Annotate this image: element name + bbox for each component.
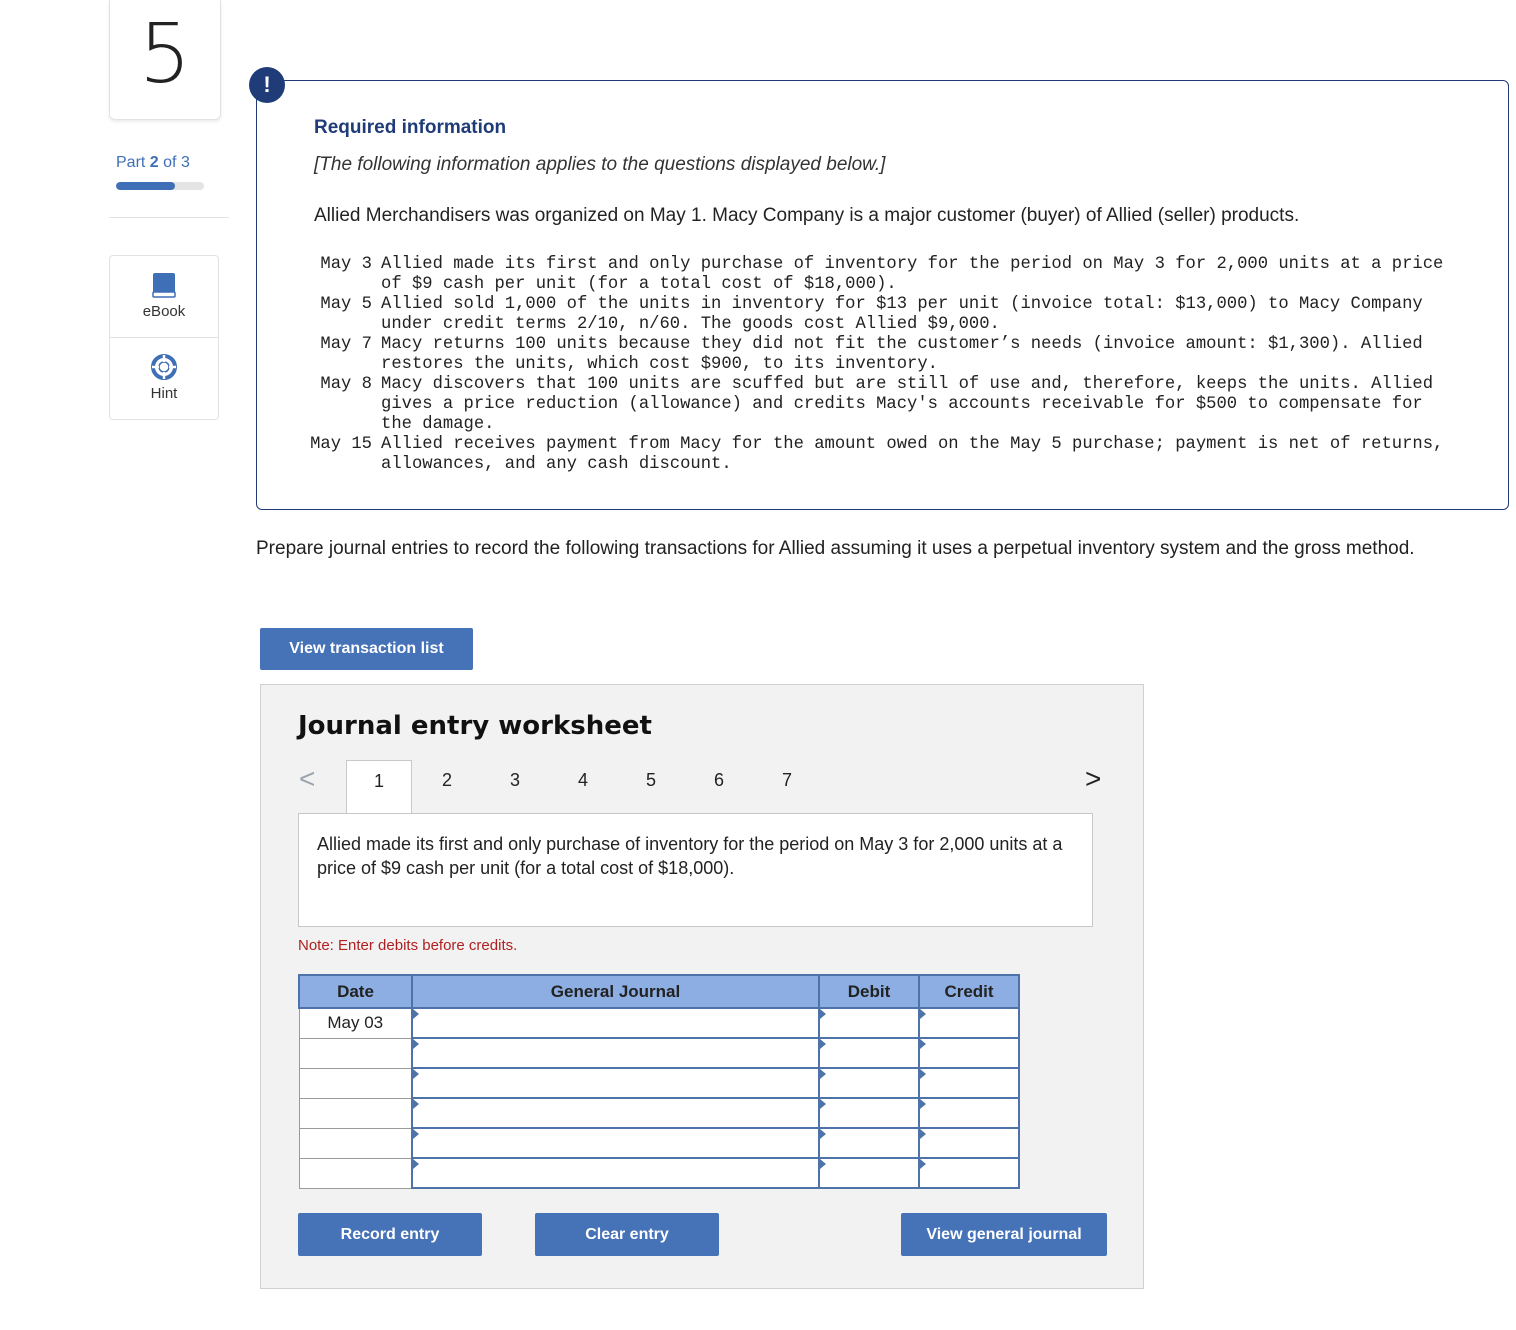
view-transaction-list-button[interactable]: View transaction list — [260, 628, 473, 670]
worksheet-tab-3[interactable]: 3 — [509, 770, 520, 790]
alert-icon: ! — [249, 67, 285, 103]
part-indicator — [116, 154, 190, 172]
date-cell: May 03 — [299, 1008, 412, 1038]
account-input[interactable] — [412, 1098, 819, 1128]
account-input[interactable] — [412, 1158, 819, 1188]
worksheet-tab-6[interactable]: 6 — [713, 770, 724, 790]
account-input[interactable] — [412, 1128, 819, 1158]
part-progress-fill — [116, 182, 175, 190]
debit-input[interactable] — [819, 1038, 919, 1068]
question-number-card — [109, 0, 221, 120]
date-cell — [299, 1128, 412, 1158]
debit-input[interactable] — [819, 1008, 919, 1038]
debit-input[interactable] — [819, 1068, 919, 1098]
credit-input[interactable] — [919, 1128, 1019, 1158]
credit-input[interactable] — [919, 1098, 1019, 1128]
transaction-text: Allied receives payment from Macy for the amount owed on the May 5 purchase; payment is net of returns, allowances, and any cash discount. — [381, 435, 1444, 474]
clear-entry-button[interactable]: Clear entry — [535, 1213, 719, 1256]
credit-column-header: Credit — [919, 975, 1019, 1008]
book-icon — [151, 272, 177, 298]
credit-input[interactable] — [919, 1008, 1019, 1038]
next-arrow-icon[interactable]: > — [1085, 763, 1102, 794]
debit-column-header: Debit — [819, 975, 919, 1008]
worksheet-title: Journal entry worksheet — [298, 711, 652, 741]
transaction-text: Macy returns 100 units because they did not fit the customer’s needs (invoice amount: $1,300). Allied restores the units, which cost $900, to its inventory. — [381, 335, 1423, 374]
worksheet-tab-1[interactable]: 1 — [346, 760, 412, 815]
date-cell — [299, 1098, 412, 1128]
transaction-description: Allied made its first and only purchase of inventory for the period on May 3 for 2,000 units at a price of $9 cash per unit (for a total cost of $18,000). — [298, 813, 1093, 927]
hint-label: Hint — [150, 385, 178, 402]
journal-table-header — [299, 975, 1019, 1008]
worksheet-tab-4[interactable]: 4 — [577, 770, 588, 790]
part-label-text: Part — [116, 154, 146, 171]
transaction-row — [303, 255, 1451, 295]
record-entry-button[interactable]: Record entry — [298, 1213, 482, 1256]
ebook-button[interactable] — [110, 256, 218, 338]
worksheet-tab-7[interactable]: 7 — [781, 770, 792, 790]
required-info-title: Required information — [314, 117, 507, 138]
hint-button[interactable] — [110, 338, 218, 420]
date-cell — [299, 1068, 412, 1098]
ebook-label: eBook — [142, 303, 186, 320]
entry-note: Note: Enter debits before credits. — [298, 937, 518, 954]
instructions-text: Prepare journal entries to record the following transactions for Allied assuming it uses a perpetual inventory system and the gross method. — [256, 538, 1415, 559]
credit-input[interactable] — [919, 1068, 1019, 1098]
part-of-total: of 3 — [163, 154, 190, 171]
table-row — [299, 1038, 1019, 1068]
transaction-list — [303, 255, 1451, 475]
debit-input[interactable] — [819, 1128, 919, 1158]
debit-input[interactable] — [819, 1098, 919, 1128]
date-cell — [299, 1038, 412, 1068]
transaction-row — [303, 375, 1451, 435]
table-row — [299, 1158, 1019, 1188]
part-progress-bar — [116, 182, 204, 190]
transaction-date: May 7 — [320, 335, 372, 354]
transaction-row — [303, 295, 1451, 335]
worksheet-tab-5[interactable]: 5 — [645, 770, 656, 790]
table-row — [299, 1128, 1019, 1158]
view-general-journal-button[interactable]: View general journal — [901, 1213, 1107, 1256]
journal-table — [298, 974, 1020, 1189]
required-info-paragraph: Allied Merchandisers was organized on May 1. Macy Company is a major customer (buyer) of Allied (seller) products. — [314, 205, 1300, 226]
date-column-header: Date — [299, 975, 412, 1008]
question-number: 5 — [138, 7, 192, 102]
required-info-subtitle: [The following information applies to the questions displayed below.] — [314, 154, 886, 175]
debit-input[interactable] — [819, 1158, 919, 1188]
table-row — [299, 1008, 1019, 1038]
transaction-date: May 8 — [320, 375, 372, 394]
table-row — [299, 1068, 1019, 1098]
account-input[interactable] — [412, 1038, 819, 1068]
credit-input[interactable] — [919, 1158, 1019, 1188]
transaction-row — [303, 435, 1451, 475]
credit-input[interactable] — [919, 1038, 1019, 1068]
table-row — [299, 1098, 1019, 1128]
account-input[interactable] — [412, 1008, 819, 1038]
date-cell — [299, 1158, 412, 1188]
transaction-text: Allied sold 1,000 of the units in inventory for $13 per unit (invoice total: $13,000) to Macy Company under credit terms 2/10, n/60. The goods cost Allied $9,000. — [381, 295, 1423, 334]
journal-entry-worksheet — [260, 684, 1144, 1289]
previous-arrow-icon[interactable]: < — [299, 763, 316, 794]
transaction-date: May 15 — [310, 435, 372, 454]
sidebar-divider — [109, 217, 229, 218]
transaction-text: Allied made its first and only purchase of inventory for the period on May 3 for 2,000 units at a price of $9 cash per unit (for a total cost of $18,000). — [381, 255, 1444, 294]
transaction-text: Macy discovers that 100 units are scuffed but are still of use and, therefore, keeps the units. Allied gives a price reduction (allowance) and credits Macy's accounts receivable for $500 to compensate for the damage. — [381, 375, 1434, 434]
part-current: 2 — [149, 154, 159, 171]
general-journal-column-header: General Journal — [412, 975, 819, 1008]
lifebuoy-icon — [151, 354, 177, 380]
worksheet-tab-2[interactable]: 2 — [441, 770, 452, 790]
transaction-date: May 3 — [320, 255, 372, 274]
transaction-row — [303, 335, 1451, 375]
required-information-box — [256, 80, 1509, 510]
transaction-date: May 5 — [320, 295, 372, 314]
tools-panel — [109, 255, 219, 420]
account-input[interactable] — [412, 1068, 819, 1098]
